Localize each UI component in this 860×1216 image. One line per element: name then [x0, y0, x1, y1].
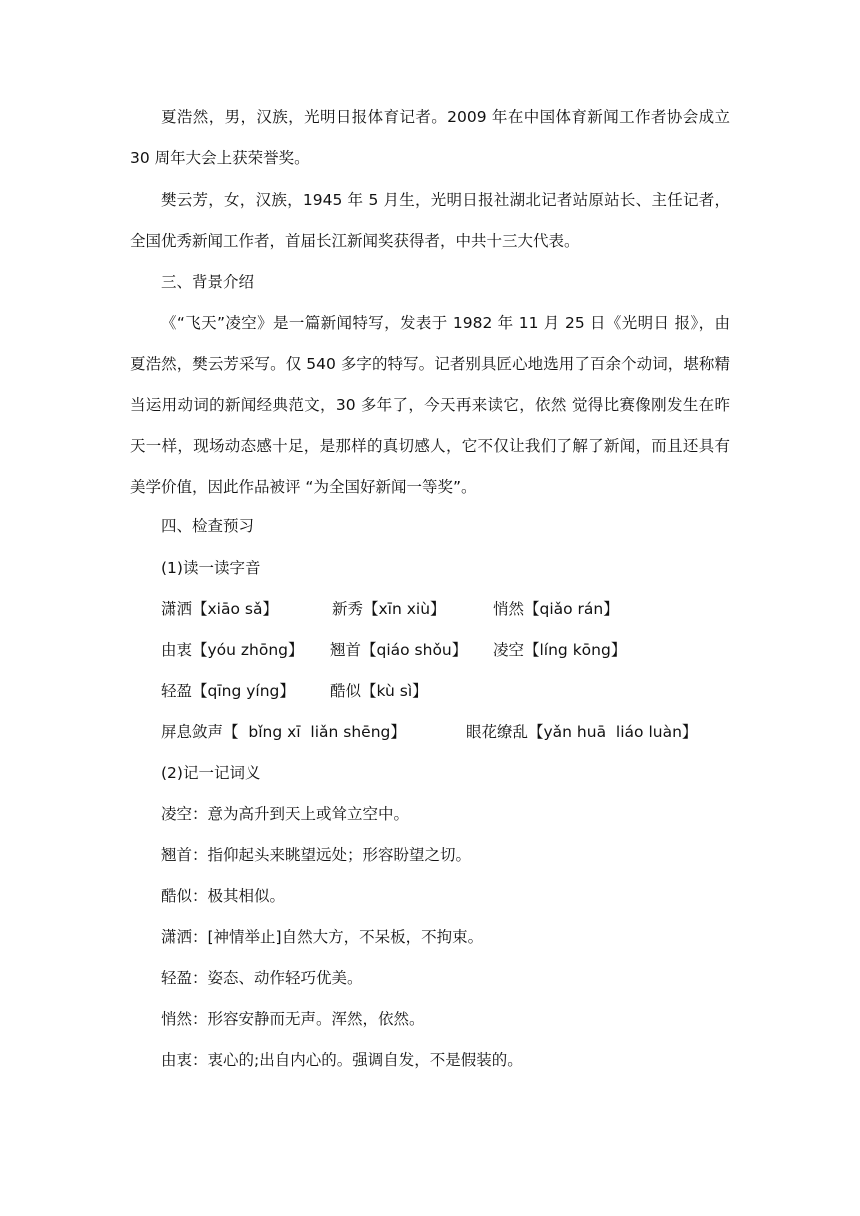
- paragraph-xia-haoran: 夏浩然，男，汉族，光明日报体育记者。2009 年在中国体育新闻工作者协会成立30 周年大会上获荣誉奖。: [130, 108, 730, 167]
- pinyin-item: 酷似【kù sì】: [330, 682, 428, 700]
- definition-item: 轻盈：姿态、动作轻巧优美。: [161, 969, 363, 987]
- pinyin-item: 新秀【xīn xiù】: [332, 600, 446, 618]
- pinyin-item: 眼花缭乱【yǎn huā liáo luàn】: [466, 723, 698, 741]
- pinyin-item: 翘首【qiáo shǒu】: [330, 641, 468, 659]
- definition-item: 酷似：极其相似。: [161, 887, 286, 905]
- pinyin-item: 屏息敛声【 bǐng xī liǎn shēng】: [161, 723, 406, 741]
- definition-item: 翘首：指仰起头来眺望远处；形容盼望之切。: [161, 846, 472, 864]
- heading-preview: 四、检查预习: [161, 517, 255, 535]
- paragraph-fan-yunfang: 樊云芳，女，汉族，1945 年 5 月生，光明日报社湖北记者站原站长、主任记者，全国优秀新闻工作者，首届长江新闻奖获得者，中共十三大代表。: [130, 191, 730, 250]
- pinyin-item: 轻盈【qīng yíng】: [161, 682, 295, 700]
- heading-remember-meanings: (2)记一记词义: [161, 764, 261, 782]
- definition-item: 凌空：意为高升到天上或耸立空中。: [161, 805, 410, 823]
- definition-item: 悄然：形容安静而无声。浑然，依然。: [161, 1010, 425, 1028]
- heading-background: 三、背景介绍: [161, 273, 255, 291]
- pinyin-item: 由衷【yóu zhōng】: [161, 641, 304, 659]
- pinyin-item: 悄然【qiǎo rán】: [493, 600, 619, 618]
- paragraph-background: 《“飞天”凌空》是一篇新闻特写，发表于 1982 年 11 月 25 日《光明日 报》，由夏浩然，樊云芳采写。仅 540 多字的特写。记者别具匠心地选用了百余个动词，堪称精当运用动词的新闻经典范文，30 多年了，今天再来读它，依然 觉得比赛像刚发生在昨天一样，现场动态感十足，是那样的真切感人，它不仅让我们了解了新闻，而且还具有美学价值，因此作品被评 “为全国好新闻一等奖”。: [130, 314, 730, 496]
- definition-item: 由衷：衷心的;出自内心的。强调自发，不是假装的。: [161, 1051, 523, 1069]
- definition-item: 潇洒：[神情举止]自然大方，不呆板，不拘束。: [161, 928, 484, 946]
- pinyin-item: 潇洒【xiāo sǎ】: [161, 600, 278, 618]
- pinyin-item: 凌空【líng kōng】: [493, 641, 627, 659]
- heading-read-sounds: (1)读一读字音: [161, 559, 261, 577]
